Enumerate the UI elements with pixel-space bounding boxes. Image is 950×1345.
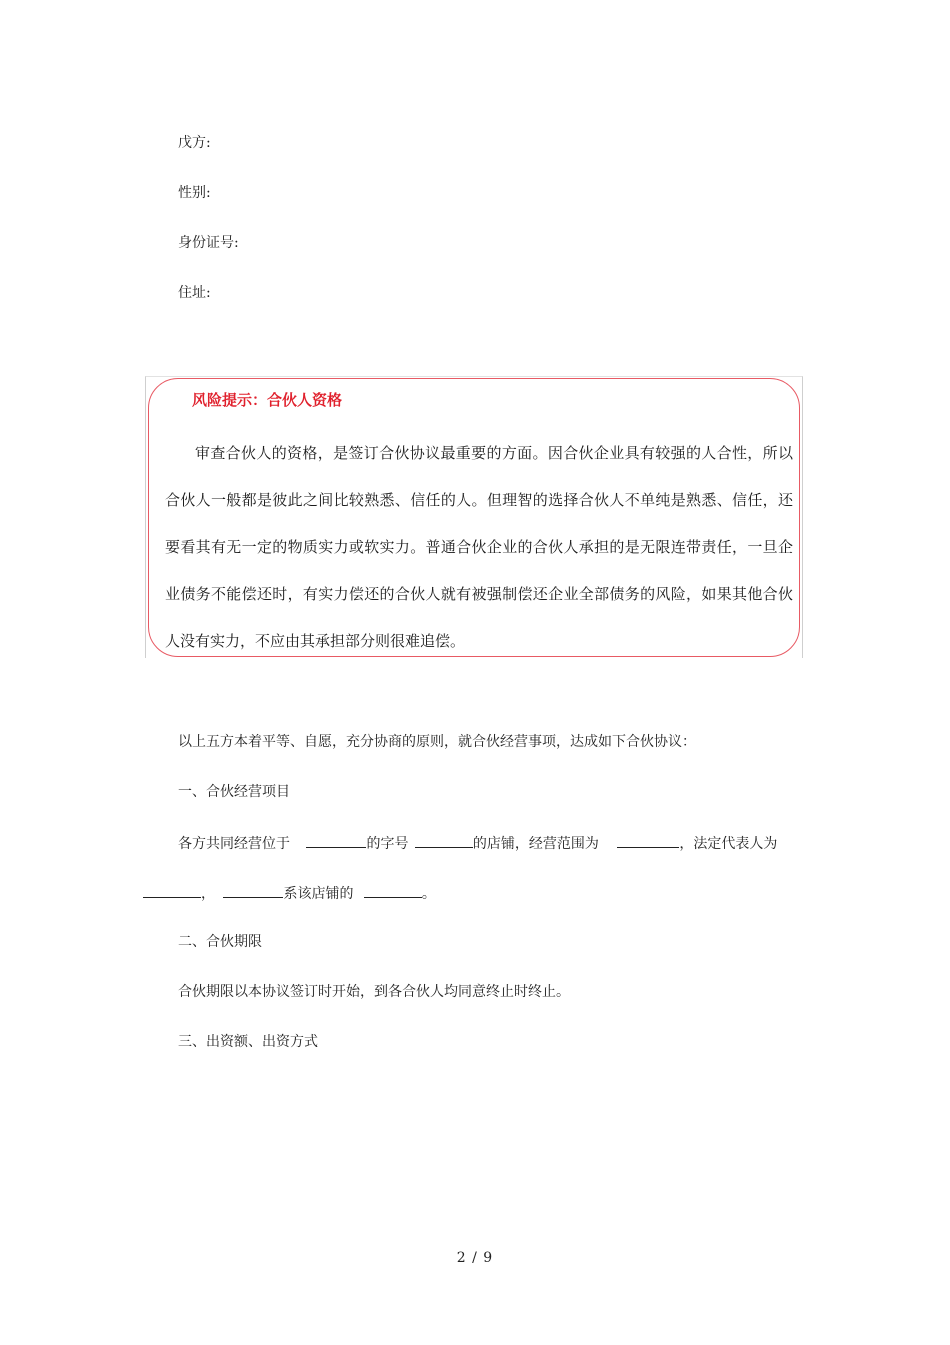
blank-role[interactable] [364,882,422,898]
blank-person[interactable] [223,882,283,898]
page-number: 2 / 9 [456,1250,494,1266]
risk-notice-body: 审查合伙人的资格，是签订合伙协议最重要的方面。因合伙企业具有较强的人合性，所以合伙人一般都是彼此之间比较熟悉、信任的人。但理智的选择合伙人不单纯是熟悉、信任，还要看其有无一定的物质实力或软实力。普通合伙企业的合伙人承担的是无限连带责任，一旦企业债务不能偿还时，有实力偿还的合伙人就有被强制偿还企业全部债务的风险，如果其他合伙人没有实力，不应由其承担部分则很难追偿。 [165,444,793,650]
text-fragment: 的店铺，经营范围为 [472,836,599,852]
text-fragment: 。 [421,886,436,902]
intro-paragraph: 以上五方本着平等、自愿，充分协商的原则，就合伙经营事项，达成如下合伙协议： [178,734,696,750]
section2-body: 合伙期限以本协议签订时开始，到各合伙人均同意终止时终止。 [178,984,570,1000]
blank-location[interactable] [306,832,366,848]
party-label: 戊方: [178,135,211,151]
text-fragment: ，法定代表人为 [679,836,778,852]
section2-heading: 二、合伙期限 [178,934,262,950]
blank-legal-rep[interactable] [143,882,201,898]
section1-line2 [143,882,436,904]
section1-heading: 一、合伙经营项目 [178,784,290,800]
section3-heading: 三、出资额、出资方式 [178,1034,318,1050]
section1-line1 [178,832,777,854]
risk-notice-box [145,376,803,658]
blank-business-scope[interactable] [617,832,679,848]
text-fragment: ， [201,886,215,902]
id-number-field: 身份证号: [178,235,239,251]
text-fragment: 各方共同经营位于 [178,836,290,852]
gender-field: 性别: [178,185,211,201]
blank-shop-name[interactable] [415,832,473,848]
text-fragment: 系该店铺的 [283,886,354,902]
risk-notice-title: 风险提示：合伙人资格 [192,391,343,409]
text-fragment: 的字号 [366,836,409,852]
address-field: 住址: [178,285,211,301]
